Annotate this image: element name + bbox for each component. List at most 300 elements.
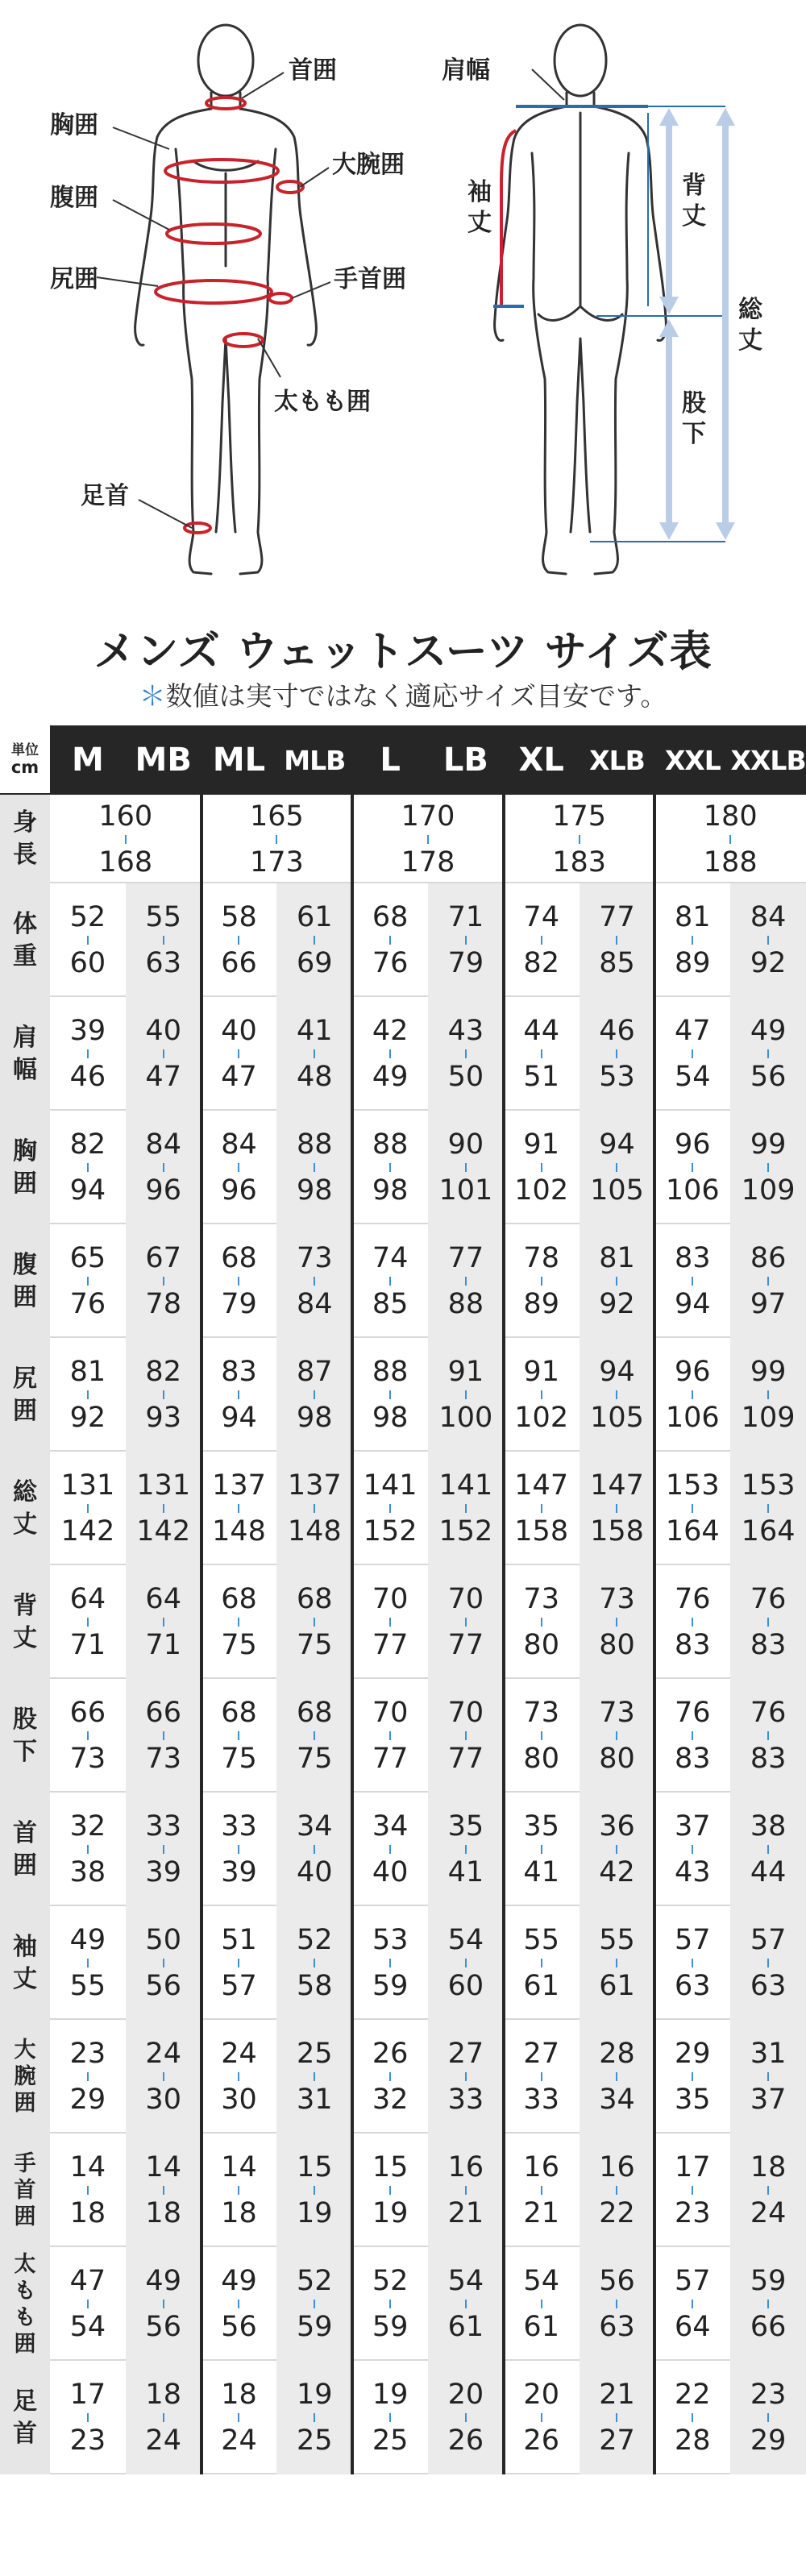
value-min: 34 [297, 1810, 333, 1843]
note-text: 数値は実寸ではなく適応サイズ目安です。 [165, 680, 667, 712]
value-cell [126, 1565, 202, 1679]
value-max: 83 [675, 1743, 711, 1775]
range-separator [238, 1277, 239, 1286]
value-min: 81 [675, 901, 711, 933]
row-label [0, 1906, 50, 2020]
range-separator [692, 1959, 693, 1967]
value-min: 76 [750, 1583, 787, 1615]
value-max: 96 [145, 1174, 181, 1207]
group-divider [351, 795, 354, 883]
range-separator [541, 936, 542, 945]
value-cell [50, 2020, 126, 2134]
value-cell [276, 1565, 352, 1679]
height-range-cell [202, 795, 353, 883]
range-separator [767, 1277, 769, 1286]
value-cell [428, 2020, 504, 2134]
value-cell [202, 1793, 277, 1906]
value-min: 16 [523, 2151, 559, 2183]
range-separator [163, 1845, 164, 1854]
row-label-char: 首 [13, 1818, 37, 1847]
value-cell [352, 997, 428, 1111]
range-separator [767, 1390, 769, 1399]
height-max: 178 [401, 846, 455, 879]
row-label [0, 2134, 50, 2247]
row-label [0, 1452, 50, 1565]
value-min: 66 [145, 1697, 181, 1729]
height-range-cell [504, 795, 655, 883]
group-divider [351, 1906, 354, 2020]
value-min: 99 [750, 1356, 787, 1388]
value-min: 91 [523, 1128, 559, 1161]
table-row [0, 1793, 806, 1906]
row-label-char: 総 [13, 1477, 37, 1506]
value-cell [428, 1906, 504, 2020]
value-max: 101 [438, 1174, 493, 1207]
value-min: 18 [221, 2379, 257, 2411]
row-label-char: 囲 [13, 1851, 37, 1880]
value-min: 17 [69, 2379, 106, 2411]
value-cell [352, 1906, 428, 2020]
group-divider [502, 1111, 505, 1224]
value-max: 23 [69, 2424, 106, 2457]
row-label-char: 体 [13, 909, 37, 938]
row-label-char: 腕 [14, 2064, 36, 2089]
size-header-lb: LB [442, 742, 488, 779]
value-max: 59 [372, 2311, 409, 2343]
value-min: 33 [145, 1810, 181, 1843]
value-max: 83 [750, 1743, 787, 1775]
range-separator [541, 1731, 542, 1740]
value-min: 58 [221, 901, 257, 933]
range-separator [87, 2413, 89, 2422]
value-max: 19 [372, 2197, 409, 2229]
value-max: 21 [447, 2197, 484, 2229]
value-min: 84 [145, 1128, 181, 1161]
value-min: 59 [750, 2265, 787, 2297]
value-max: 66 [221, 947, 257, 979]
value-min: 36 [599, 1810, 635, 1843]
value-max: 61 [599, 1970, 635, 2002]
group-divider [653, 883, 656, 997]
value-min: 52 [297, 1924, 333, 1956]
value-cell [50, 2361, 126, 2474]
value-max: 34 [599, 2084, 635, 2116]
row-label-char: 幅 [13, 1055, 37, 1084]
inseam-label-2: 下 [682, 420, 706, 448]
range-separator [692, 2413, 693, 2422]
value-max: 73 [69, 1743, 106, 1775]
range-separator [389, 936, 391, 945]
size-header-mb: MB [135, 742, 192, 779]
value-cell [428, 1793, 504, 1906]
row-label-char: 胸 [13, 1136, 37, 1165]
height-min: 175 [552, 800, 606, 833]
value-cell [126, 2134, 202, 2247]
value-max: 39 [145, 1856, 181, 1888]
range-separator [465, 2300, 467, 2308]
range-separator [767, 2300, 769, 2308]
value-cell [504, 2247, 580, 2361]
range-separator [238, 1504, 239, 1513]
value-cell [504, 1111, 580, 1224]
range-separator [616, 1731, 617, 1740]
value-min: 81 [69, 1356, 106, 1388]
value-cell [126, 1906, 202, 2020]
value-min: 68 [297, 1583, 333, 1615]
value-min: 77 [447, 1242, 484, 1274]
range-separator [163, 936, 164, 945]
value-max: 29 [750, 2424, 787, 2457]
range-separator [465, 1504, 467, 1513]
value-min: 91 [523, 1356, 559, 1388]
value-max: 56 [145, 2311, 181, 2343]
table-row [0, 1906, 806, 2020]
value-min: 64 [69, 1583, 106, 1615]
value-min: 78 [523, 1242, 559, 1274]
table-row [0, 2020, 806, 2134]
row-label [0, 2247, 50, 2361]
value-cell [580, 997, 655, 1111]
value-cell [504, 2020, 580, 2134]
range-separator [314, 1390, 315, 1399]
value-max: 54 [675, 1061, 711, 1093]
value-max: 23 [675, 2197, 711, 2229]
value-max: 94 [221, 1402, 257, 1434]
value-cell [202, 1111, 277, 1224]
value-max: 40 [372, 1856, 409, 1888]
range-separator [465, 2072, 467, 2081]
range-separator [767, 1731, 769, 1740]
group-divider [200, 883, 203, 997]
height-max: 188 [703, 846, 758, 879]
value-cell [580, 1111, 655, 1224]
value-cell [352, 1679, 428, 1793]
table-header-row [0, 725, 806, 795]
value-max: 53 [599, 1061, 635, 1093]
value-cell [126, 883, 202, 997]
group-divider [351, 1679, 354, 1793]
size-header-l: L [380, 742, 401, 779]
range-separator [692, 1504, 693, 1513]
value-cell [428, 1111, 504, 1224]
range-separator [616, 1277, 617, 1286]
value-max: 21 [523, 2197, 559, 2229]
value-max: 63 [599, 2311, 635, 2343]
value-max: 60 [69, 947, 106, 979]
value-min: 14 [69, 2151, 106, 2183]
value-min: 37 [675, 1810, 711, 1843]
value-min: 73 [523, 1697, 559, 1729]
height-range-cell [50, 795, 202, 883]
value-cell [730, 1793, 806, 1906]
value-min: 54 [523, 2265, 559, 2297]
value-max: 26 [523, 2424, 559, 2457]
value-max: 89 [675, 947, 711, 979]
value-max: 80 [599, 1629, 635, 1661]
range-separator [692, 2186, 693, 2195]
row-label-char: 腹 [13, 1250, 37, 1279]
group-divider [502, 1679, 505, 1793]
value-max: 79 [447, 947, 484, 979]
group-divider [200, 795, 203, 883]
row-label-char: 丈 [13, 1623, 37, 1652]
value-cell [580, 1224, 655, 1338]
value-min: 25 [297, 2038, 333, 2070]
total-length-label-2: 丈 [738, 326, 762, 355]
total-length-label-1: 総 [738, 296, 762, 324]
height-min: 180 [703, 800, 758, 833]
value-min: 22 [675, 2379, 711, 2411]
range-separator [692, 2072, 693, 2081]
range-separator [314, 1959, 315, 1967]
value-min: 15 [372, 2151, 409, 2183]
value-cell [428, 1224, 504, 1338]
value-cell [126, 1452, 202, 1565]
value-cell [50, 1679, 126, 1793]
value-cell [352, 2134, 428, 2247]
range-separator [163, 1163, 164, 1172]
range-separator [238, 1390, 239, 1399]
range-separator [767, 1049, 769, 1058]
value-max: 50 [447, 1061, 484, 1093]
value-cell [126, 2247, 202, 2361]
table-row [0, 1111, 806, 1224]
value-min: 23 [750, 2379, 787, 2411]
table-row [0, 1224, 806, 1338]
value-min: 71 [447, 901, 484, 933]
row-label [0, 883, 50, 997]
value-min: 68 [221, 1697, 257, 1729]
value-min: 24 [145, 2038, 181, 2070]
value-max: 75 [221, 1743, 257, 1775]
value-min: 26 [372, 2038, 409, 2070]
value-cell [352, 1338, 428, 1452]
range-separator [238, 2413, 239, 2422]
value-cell [730, 1679, 806, 1793]
value-max: 105 [590, 1402, 644, 1434]
row-label-char: 肩 [13, 1023, 37, 1052]
value-min: 76 [750, 1697, 787, 1729]
value-max: 25 [372, 2424, 409, 2457]
value-cell [352, 2247, 428, 2361]
value-max: 30 [221, 2084, 257, 2116]
range-separator [692, 936, 693, 945]
value-max: 148 [287, 1515, 342, 1548]
row-label [0, 1111, 50, 1224]
value-min: 56 [599, 2265, 635, 2297]
value-min: 137 [287, 1469, 342, 1502]
value-min: 55 [599, 1924, 635, 1956]
value-min: 74 [523, 901, 559, 933]
value-max: 61 [523, 1970, 559, 2002]
value-min: 70 [372, 1697, 409, 1729]
row-label-char: 下 [13, 1737, 37, 1766]
value-cell [580, 1906, 655, 2020]
range-separator [616, 1845, 617, 1854]
value-min: 44 [523, 1015, 559, 1047]
group-divider [351, 1452, 354, 1565]
row-label-char: 重 [13, 941, 37, 970]
value-max: 97 [750, 1288, 787, 1320]
group-divider [502, 1906, 505, 2020]
value-min: 73 [599, 1697, 635, 1729]
range-separator [389, 1959, 391, 1967]
value-min: 32 [69, 1810, 106, 1843]
group-divider [200, 1452, 203, 1565]
row-label [0, 2361, 50, 2474]
value-max: 94 [69, 1174, 106, 1207]
value-max: 41 [447, 1856, 484, 1888]
value-max: 24 [145, 2424, 181, 2457]
range-separator [541, 1845, 542, 1854]
value-max: 142 [60, 1515, 115, 1548]
row-label-char: 囲 [14, 2204, 36, 2229]
value-max: 44 [750, 1856, 787, 1888]
row-label-char: 足 [13, 2387, 37, 2416]
value-max: 33 [447, 2084, 484, 2116]
upper-arm-label: 大腕囲 [332, 151, 405, 179]
sleeve-label-2: 丈 [467, 209, 492, 237]
value-min: 18 [750, 2151, 787, 2183]
range-separator [314, 1731, 315, 1740]
value-max: 158 [590, 1515, 644, 1548]
range-separator [541, 2413, 542, 2422]
range-separator [163, 2072, 164, 2081]
size-header-xxl: XXL [664, 744, 721, 776]
table-row [0, 2361, 806, 2474]
value-min: 147 [590, 1469, 644, 1502]
value-cell [202, 1338, 277, 1452]
value-cell [654, 1565, 730, 1679]
range-separator [389, 2413, 391, 2422]
value-min: 35 [523, 1810, 559, 1843]
range-separator [767, 1845, 769, 1854]
value-cell [580, 1679, 655, 1793]
value-cell [654, 883, 730, 997]
range-separator [465, 1618, 467, 1627]
range-separator [389, 1731, 391, 1740]
value-max: 28 [675, 2424, 711, 2457]
value-min: 21 [599, 2379, 635, 2411]
value-cell [126, 2020, 202, 2134]
height-max: 168 [98, 846, 153, 879]
value-min: 82 [145, 1356, 181, 1388]
value-max: 80 [523, 1629, 559, 1661]
value-max: 100 [438, 1402, 493, 1434]
value-max: 80 [599, 1743, 635, 1775]
value-max: 32 [372, 2084, 409, 2116]
value-cell [580, 1793, 655, 1906]
height-min: 170 [401, 800, 455, 833]
range-separator [767, 1959, 769, 1967]
value-min: 61 [297, 901, 333, 933]
range-separator [389, 2300, 391, 2308]
value-cell [50, 1224, 126, 1338]
value-min: 49 [69, 1924, 106, 1956]
value-max: 35 [675, 2084, 711, 2116]
value-max: 30 [145, 2084, 181, 2116]
value-max: 56 [750, 1061, 787, 1093]
group-divider [653, 2361, 656, 2474]
range-separator [465, 936, 467, 945]
size-header-m: M [71, 742, 104, 779]
value-max: 109 [741, 1174, 796, 1207]
range-separator [125, 835, 127, 844]
value-min: 88 [297, 1128, 333, 1161]
value-min: 18 [145, 2379, 181, 2411]
unit-label: 単位 [11, 742, 39, 758]
value-max: 80 [523, 1743, 559, 1775]
value-min: 65 [69, 1242, 106, 1274]
table-row [0, 883, 806, 997]
group-divider [200, 2247, 203, 2361]
front-measure-lines [156, 98, 303, 533]
value-max: 39 [221, 1856, 257, 1888]
range-separator [465, 1390, 467, 1399]
range-separator [314, 2413, 315, 2422]
shoulder-label: 肩幅 [442, 56, 490, 85]
range-separator [465, 1163, 467, 1172]
row-label [0, 997, 50, 1111]
value-min: 73 [523, 1583, 559, 1615]
range-separator [767, 2072, 769, 2081]
value-min: 55 [145, 901, 181, 933]
value-min: 27 [523, 2038, 559, 2070]
value-cell [202, 2361, 277, 2474]
value-max: 106 [665, 1402, 720, 1434]
back-length-label-2: 丈 [682, 202, 706, 231]
value-min: 83 [675, 1242, 711, 1274]
group-divider [351, 1224, 354, 1338]
range-separator [767, 2186, 769, 2195]
range-separator [87, 2300, 89, 2308]
range-separator [767, 936, 769, 945]
value-min: 141 [438, 1469, 493, 1502]
range-separator [465, 1959, 467, 1967]
row-label-char: 袖 [13, 1932, 37, 1961]
value-max: 61 [523, 2311, 559, 2343]
value-cell [50, 1111, 126, 1224]
value-max: 94 [675, 1288, 711, 1320]
value-min: 23 [69, 2038, 106, 2070]
value-min: 64 [145, 1583, 181, 1615]
chest-label: 胸囲 [50, 111, 98, 139]
value-cell [504, 997, 580, 1111]
group-divider [351, 997, 354, 1111]
range-separator [767, 1618, 769, 1627]
value-min: 14 [145, 2151, 181, 2183]
value-cell [276, 2247, 352, 2361]
value-max: 98 [297, 1402, 333, 1434]
value-cell [654, 1111, 730, 1224]
value-cell [730, 1111, 806, 1224]
value-max: 79 [221, 1288, 257, 1320]
range-separator [541, 2300, 542, 2308]
value-max: 85 [372, 1288, 409, 1320]
value-cell [202, 1679, 277, 1793]
value-cell [428, 1679, 504, 1793]
row-label-char: も [14, 2304, 36, 2330]
value-max: 148 [212, 1515, 266, 1548]
value-cell [580, 2134, 655, 2247]
value-cell [202, 883, 277, 997]
group-divider [502, 2361, 505, 2474]
value-cell [730, 2361, 806, 2474]
group-divider [502, 997, 505, 1111]
value-min: 147 [514, 1469, 569, 1502]
range-separator [163, 1618, 164, 1627]
value-cell [580, 1338, 655, 1452]
